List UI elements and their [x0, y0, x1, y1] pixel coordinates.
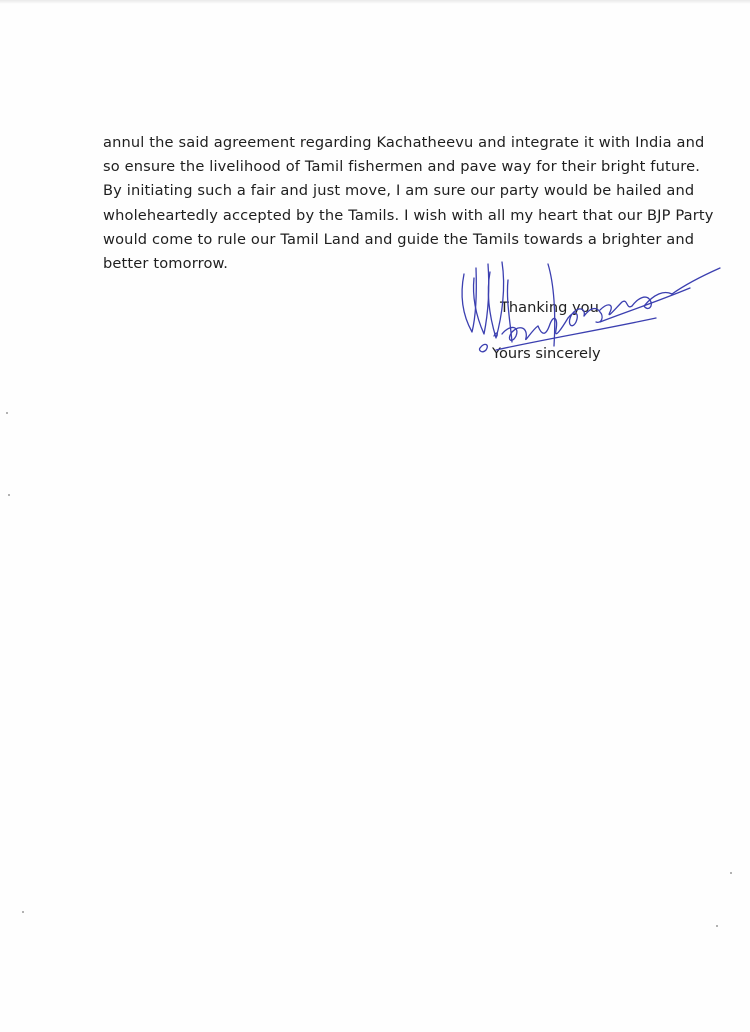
scan-speck [730, 872, 732, 874]
closing-valediction: Yours sincerely [492, 345, 601, 362]
scan-speck [8, 494, 10, 496]
handwritten-signature [450, 254, 725, 369]
body-line: so ensure the livelihood of Tamil fishermen and pave way for their bright future. [103, 158, 700, 176]
closing-thanks: Thanking you [500, 299, 599, 316]
scan-speck [22, 911, 24, 913]
body-line: better tomorrow. [103, 255, 229, 273]
scan-speck [716, 925, 718, 927]
scan-speck [6, 412, 8, 414]
body-line: By initiating such a fair and just move, I am sure our party would be hailed and [103, 182, 695, 200]
scan-edge [0, 0, 750, 4]
body-line: would come to rule our Tamil Land and guide the Tamils towards a brighter and [103, 230, 695, 248]
body-line: annul the said agreement regarding Kachatheevu and integrate it with India and [103, 134, 705, 151]
body-line: wholeheartedly accepted by the Tamils. I wish with all my heart that our BJP Party [103, 206, 714, 224]
